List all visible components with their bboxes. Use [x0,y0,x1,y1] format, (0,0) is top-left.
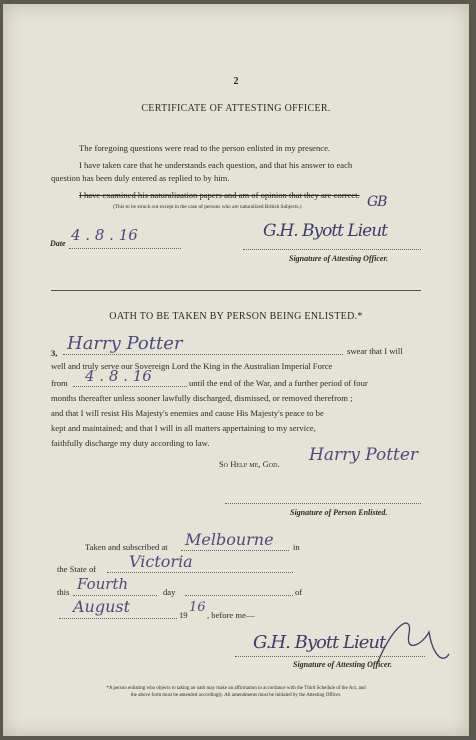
so-help-me-god: So Help me, God. [219,459,280,469]
footnote-line1: *A person enlisting who objects to taking an oath may make an affirmation in accordance with the Third Schedule of the Act, and [106,686,366,691]
from-date-line [73,386,187,387]
officer-initials: GB [367,194,387,210]
oath-line6: kept and maintained; and that I will in all matters appertaining to my service, [51,423,316,433]
oath-from-date: 4 . 8 . 16 [85,367,152,385]
date-label: Date [50,239,66,248]
officer-signature-2: G.H. Byott Lieut [253,632,386,653]
certificate-para2-line1: I have taken care that he understands each question, and that his answer to each [79,160,353,170]
oath-heading: OATH TO BE TAKEN BY PERSON BEING ENLISTED.* [109,311,363,322]
person-signature: Harry Potter [309,445,419,465]
naturalization-note: (This to be struck out except in the case of persons who are naturalized British Subjects.) [113,204,302,210]
oath-from-label: from [51,378,68,388]
footnote-line2: the above form must be amended accordingly. All amendments must be initialed by the Attesting Officer. [130,693,342,698]
state-value: Victoria [129,552,193,571]
officer-signature-line-2 [235,656,425,657]
certificate-para2-line2: question has been duly entered as replied to by him. [51,173,230,183]
oath-swear: swear that I will [347,346,403,356]
certificate-para1: The foregoing questions were read to the person enlisted in my presence. [79,143,331,153]
date-line [69,248,181,249]
year-prefix: 19 [179,610,188,620]
place-line [181,550,289,551]
person-sig-caption: Signature of Person Enlisted. [290,508,388,517]
month-line [59,618,177,619]
oath-line5: and that I will resist His Majesty's enemies and cause His Majesty's peace to be [51,408,324,418]
officer-sig-caption-1: Signature of Attesting Officer. [289,254,389,263]
date-value: 4 . 8 . 16 [71,226,138,244]
state-label: the State of [57,564,97,574]
of-label: of [295,587,303,597]
taken-subscribed-label: Taken and subscribed at [85,542,168,552]
in-label: in [293,542,300,552]
oath-line7: faithfully discharge my duty according to law. [51,438,210,448]
year-value: 16 [189,600,206,615]
certificate-heading: CERTIFICATE OF ATTESTING OFFICER. [141,103,331,114]
oath-line3: until the end of the War, and a further period of four [189,378,368,388]
section-divider [51,290,421,291]
this-label: this [57,587,70,597]
before-me: , before me— [207,610,255,620]
officer-sig-caption-2: Signature of Attesting Officer. [293,660,393,669]
state-line [107,572,293,573]
day-label: day [163,587,176,597]
day-line [73,595,157,596]
page-number: 2 [233,76,239,87]
oath-line4: months thereafter unless sooner lawfully discharged, dismissed, or removed therefrom ; [51,393,353,403]
oath-line2: well and truly serve our Sovereign Lord the King in the Australian Imperial Force [51,361,333,371]
oath-person-name: Harry Potter [67,333,183,354]
name-line [63,354,343,355]
month-value: August [73,597,131,616]
officer-signature-1: G.H. Byott Lieut [263,221,387,241]
person-signature-line [225,503,421,504]
naturalization-statement-struck: I have examined his naturalization papers and am of opinion that they are correct. [79,190,360,200]
document-page [3,4,469,736]
place-value: Melbourne [185,530,274,549]
officer-signature-line-1 [243,249,421,250]
day-value: Fourth [77,575,129,593]
oath-number: 3, [51,348,58,358]
day-of-line [185,595,293,596]
